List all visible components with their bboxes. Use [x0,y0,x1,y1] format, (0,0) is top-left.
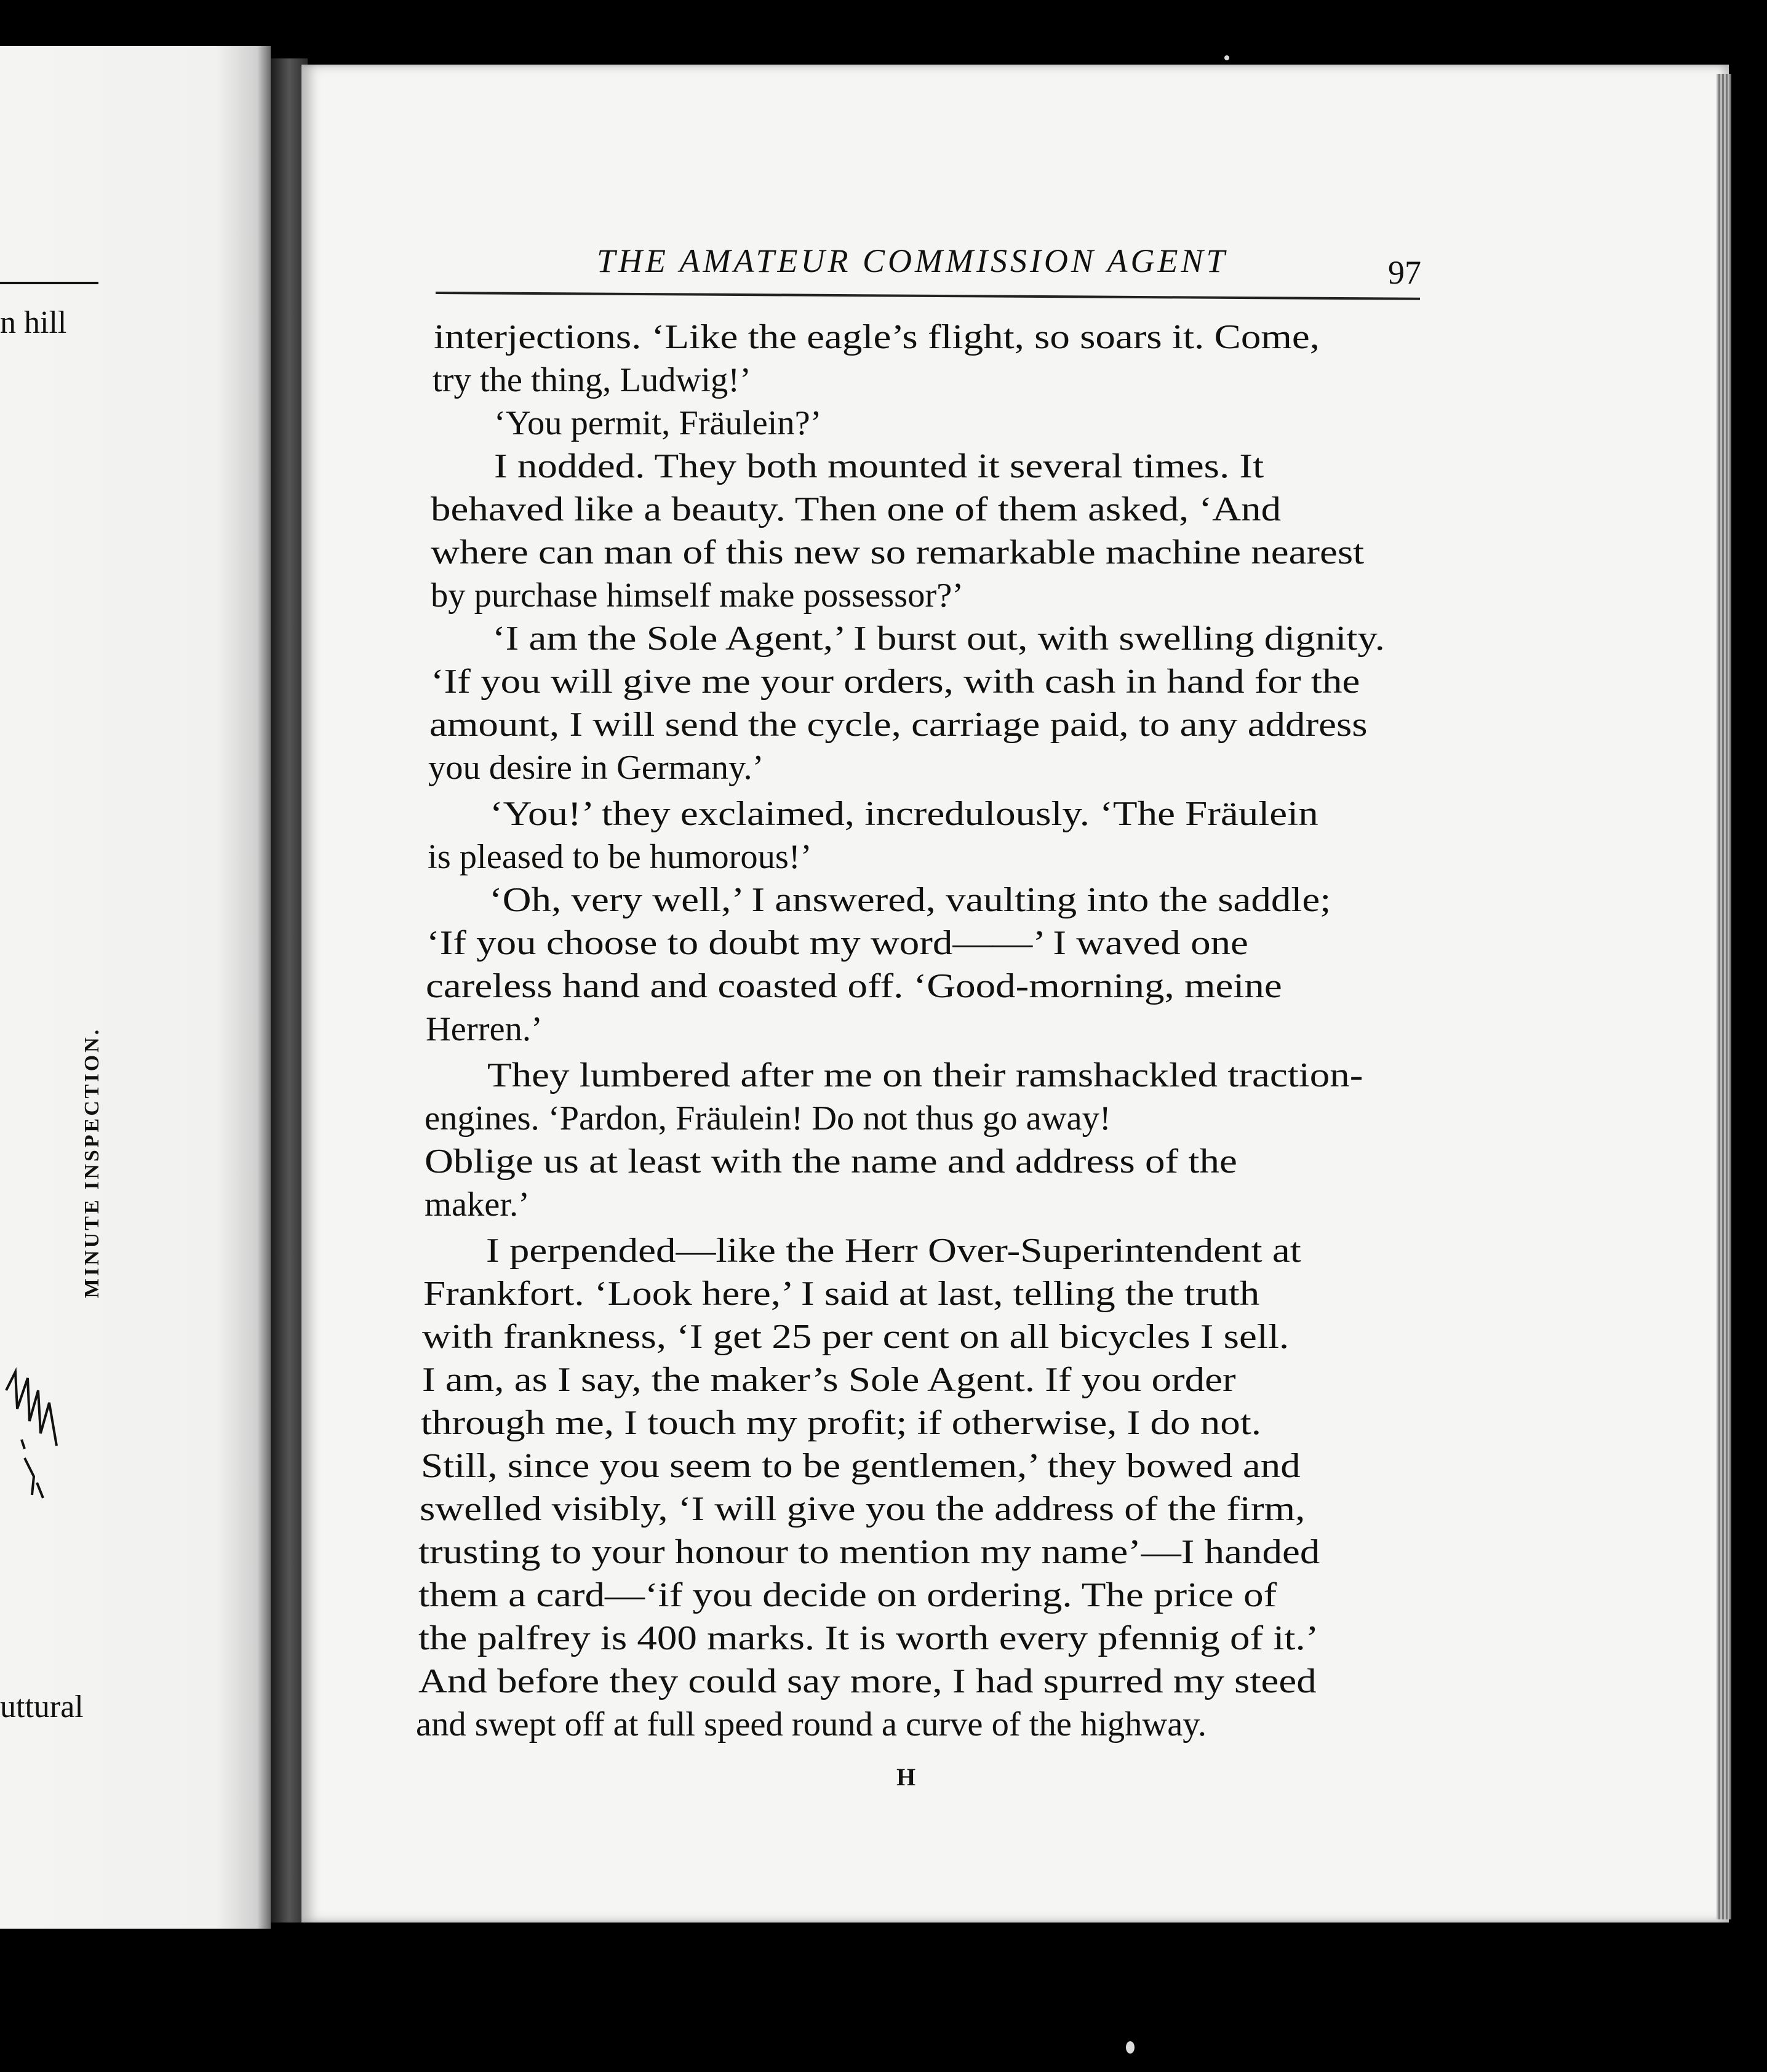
text-line: ‘Oh, very well,’ I answered, vaulting into the saddle; [489,881,1331,919]
left-page-rule [0,282,98,284]
left-page-text-fragment: n hill [0,305,67,340]
text-line: behaved like a beauty. Then one of them asked, ‘And [431,490,1282,528]
text-line: Herren.’ [426,1010,543,1048]
text-line: you desire in Germany.’ [428,749,764,787]
text-line: ‘I am the Sole Agent,’ I burst out, with swelling dignity. [492,620,1385,658]
signature-mark: H [896,1763,916,1791]
left-page-text-fragment: uttural [0,1689,84,1724]
text-line: interjections. ‘Like the eagle’s flight, so soars it. Come, [434,318,1320,356]
running-head: THE AMATEUR COMMISSION AGENT [597,242,1228,279]
text-line: careless hand and coasted off. ‘Good-morning, meine [426,967,1282,1005]
text-line: them a card—‘if you decide on ordering. The price of [418,1576,1277,1614]
text-line: amount, I will send the cycle, carriage paid, to any address [429,706,1368,744]
text-line: And before they could say more, I had spurred my steed [418,1662,1317,1700]
text-line: I nodded. They both mounted it several times. It [494,447,1264,485]
text-line: with frankness, ‘I get 25 per cent on all bicycles I sell. [422,1318,1290,1356]
text-line: Oblige us at least with the name and address of the [425,1142,1237,1181]
text-line: ‘You!’ they exclaimed, incredulously. ‘The Fräulein [490,795,1318,833]
text-line: ‘If you choose to doubt my word——’ I waved one [426,924,1248,962]
text-line: maker.’ [425,1185,530,1224]
text-line: Still, since you seem to be gentlemen,’ they bowed and [421,1447,1301,1485]
text-line: I perpended—like the Herr Over-Superintendent at [486,1232,1301,1270]
text-line: and swept off at full speed round a curve of the highway. [416,1705,1207,1743]
text-line: trusting to your honour to mention my name’—I handed [418,1533,1320,1571]
text-line: through me, I touch my profit; if otherwise, I do not. [421,1404,1262,1442]
page-edges [1717,74,1731,1919]
text-line: ‘You permit, Fräulein?’ [494,404,822,442]
illustration-fragment [0,1366,80,1538]
text-line: try the thing, Ludwig!’ [433,361,751,399]
speck [1224,55,1229,60]
text-line: I am, as I say, the maker’s Sole Agent. If you order [422,1361,1236,1399]
text-line: by purchase himself make possessor?’ [431,576,964,615]
text-line: They lumbered after me on their ramshackled traction- [487,1056,1363,1094]
page-number: 97 [1388,254,1421,291]
text-line: engines. ‘Pardon, Fräulein! Do not thus go away! [425,1099,1111,1138]
text-line: is pleased to be humorous!’ [428,838,812,876]
text-line: where can man of this new so remarkable machine nearest [431,533,1365,572]
text-line: Frankfort. ‘Look here,’ I said at last, telling the truth [423,1275,1260,1313]
plate-caption: MINUTE INSPECTION. [81,1027,103,1299]
text-line: swelled visibly, ‘I will give you the address of the firm, [420,1490,1306,1528]
text-line: the palfrey is 400 marks. It is worth every pfennig of it.’ [418,1619,1319,1657]
speck [1126,2041,1135,2054]
text-line: ‘If you will give me your orders, with cash in hand for the [431,663,1360,701]
